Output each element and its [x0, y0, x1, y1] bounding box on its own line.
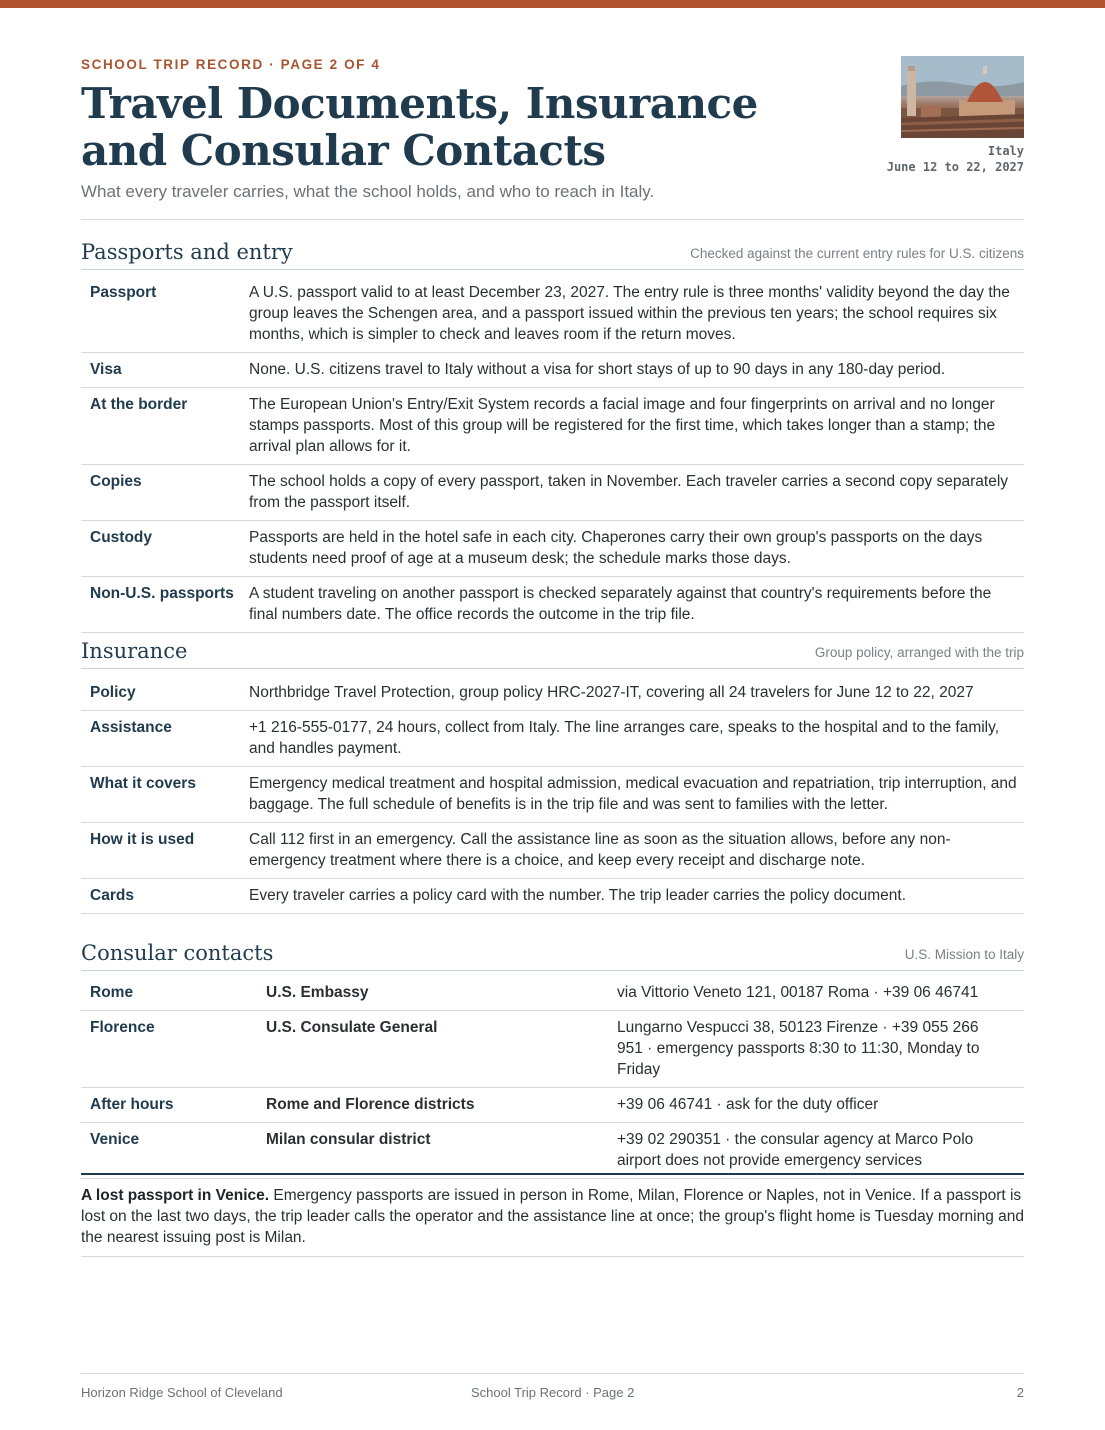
- callout-text: Emergency passports are issued in person in Rome, Milan, Florence or Naples, not in Venice. If a passport is lost on the last two days, the trip leader calls the operator and the assistance line at once; the group's flight home is Tuesday morning and the nearest issuing post is Milan.: [81, 1187, 1024, 1246]
- row-text: The European Union's Entry/Exit System records a facial image and four fingerprints on arrival and no longer stamps passports. Most of this group will be registered for the first time, which takes longer than a stamp; the arrival plan allows for it.: [249, 388, 1024, 465]
- footer-title: School Trip Record · Page 2: [471, 1385, 635, 1400]
- row-text: +1 216-555-0177, 24 hours, collect from Italy. The line arranges care, speaks to the hospital and to the family, and handles payment.: [249, 711, 1024, 767]
- row-label: What it covers: [81, 767, 249, 823]
- row-label: Cards: [81, 879, 249, 914]
- row-label: How it is used: [81, 823, 249, 879]
- row-label: Assistance: [81, 711, 249, 767]
- table-row: [81, 976, 1024, 1011]
- row-text: None. U.S. citizens travel to Italy without a visa for short stays of up to 90 days in any 180-day period.: [249, 353, 1024, 388]
- top-accent-bar: [0, 0, 1105, 8]
- section-note: U.S. Mission to Italy: [904, 947, 1024, 962]
- row-text: A U.S. passport valid to at least December 23, 2027. The entry rule is three months' validity beyond the day the group leaves the Schengen area, and a passport issued within the previous ten years; the school requires six months, which is simpler to check and leaves room if the return moves.: [249, 276, 1024, 353]
- row-text: Passports are held in the hotel safe in each city. Chaperones carry their own group's passports on the days students need proof of age at a museum desk; the schedule marks those days.: [249, 521, 1024, 577]
- row-label: Passport: [81, 276, 249, 353]
- page-title: Travel Documents, Insurance and Consular Contacts: [81, 79, 758, 175]
- table-row: [81, 465, 1024, 521]
- row-label: At the border: [81, 388, 249, 465]
- contact-city: Venice: [81, 1123, 266, 1179]
- contact-detail: +39 02 290351 · the consular agency at Marco Polo airport does not provide emergency services: [617, 1123, 1024, 1179]
- row-text: Northbridge Travel Protection, group policy HRC-2027-IT, covering all 24 travelers for June 12 to 22, 2027: [249, 676, 1024, 711]
- table-row: [81, 521, 1024, 577]
- table-row: [81, 1123, 1024, 1179]
- table-row: [81, 823, 1024, 879]
- row-text: The school holds a copy of every passport, taken in November. Each traveler carries a second copy separately from the passport itself.: [249, 465, 1024, 521]
- section-header-insurance: [81, 629, 1024, 669]
- insurance-table: [81, 676, 1024, 914]
- callout-lead: A lost passport in Venice.: [81, 1187, 270, 1204]
- section-note: Group policy, arranged with the trip: [814, 645, 1024, 660]
- passports-table: [81, 276, 1024, 633]
- table-row: [81, 577, 1024, 633]
- table-row: [81, 1011, 1024, 1088]
- table-row: [81, 388, 1024, 465]
- consular-table: [81, 976, 1024, 1179]
- divider: [81, 269, 1024, 270]
- table-row: [81, 711, 1024, 767]
- destination-label: Italy: [987, 144, 1024, 158]
- contact-office: U.S. Consulate General: [266, 1011, 617, 1088]
- contact-office: Milan consular district: [266, 1123, 617, 1179]
- row-text: Emergency medical treatment and hospital admission, medical evacuation and repatriation, trip interruption, and baggage. The full schedule of benefits is in the trip file and was sent to families with the letter.: [249, 767, 1024, 823]
- table-row: [81, 276, 1024, 353]
- contact-office: U.S. Embassy: [266, 976, 617, 1011]
- section-header-passports: [81, 230, 1024, 270]
- table-row: [81, 767, 1024, 823]
- divider: [81, 219, 1024, 220]
- table-row: [81, 879, 1024, 914]
- contact-detail: via Vittorio Veneto 121, 00187 Roma · +39 06 46741: [617, 976, 1024, 1011]
- contact-city: Florence: [81, 1011, 266, 1088]
- section-title: Passports and entry: [81, 240, 293, 264]
- section-title: Consular contacts: [81, 941, 274, 965]
- table-row: [81, 353, 1024, 388]
- page-subtitle: What every traveler carries, what the school holds, and who to reach in Italy.: [81, 182, 655, 201]
- row-label: Policy: [81, 676, 249, 711]
- contact-city: Rome: [81, 976, 266, 1011]
- trip-summary: [887, 143, 1024, 175]
- contact-detail: +39 06 46741 · ask for the duty officer: [617, 1088, 1024, 1123]
- table-row: [81, 676, 1024, 711]
- trip-dates: June 12 to 22, 2027: [886, 160, 1024, 174]
- row-text: Call 112 first in an emergency. Call the assistance line as soon as the situation allows, before any non-emergency treatment where there is a choice, and keep every receipt and discharge note.: [249, 823, 1024, 879]
- row-label: Visa: [81, 353, 249, 388]
- row-text: Every traveler carries a policy card with the number. The trip leader carries the policy document.: [249, 879, 1024, 914]
- section-title: Insurance: [81, 639, 188, 663]
- divider: [81, 970, 1024, 971]
- page-number: 2: [1016, 1385, 1024, 1400]
- divider: [81, 668, 1024, 669]
- contact-detail: Lungarno Vespucci 38, 50123 Firenze · +39 055 266 951 · emergency passports 8:30 to 11:30, Monday to Friday: [617, 1011, 1024, 1088]
- section-note: Checked against the current entry rules for U.S. citizens: [690, 246, 1024, 261]
- row-text: A student traveling on another passport is checked separately against that country's requirements before the final numbers date. The office records the outcome in the trip file.: [249, 577, 1024, 633]
- table-row: [81, 1088, 1024, 1123]
- florence-cathedral-photo: [901, 56, 1024, 138]
- footer-divider: [81, 1373, 1024, 1374]
- section-header-consular: [81, 931, 1024, 971]
- lost-passport-callout: [81, 1173, 1024, 1257]
- row-label: Non-U.S. passports: [81, 577, 249, 633]
- page-kicker: SCHOOL TRIP RECORD · PAGE 2 OF 4: [81, 57, 381, 72]
- contact-city: After hours: [81, 1088, 266, 1123]
- row-label: Copies: [81, 465, 249, 521]
- contact-office: Rome and Florence districts: [266, 1088, 617, 1123]
- row-label: Custody: [81, 521, 249, 577]
- footer-school: Horizon Ridge School of Cleveland: [81, 1385, 283, 1400]
